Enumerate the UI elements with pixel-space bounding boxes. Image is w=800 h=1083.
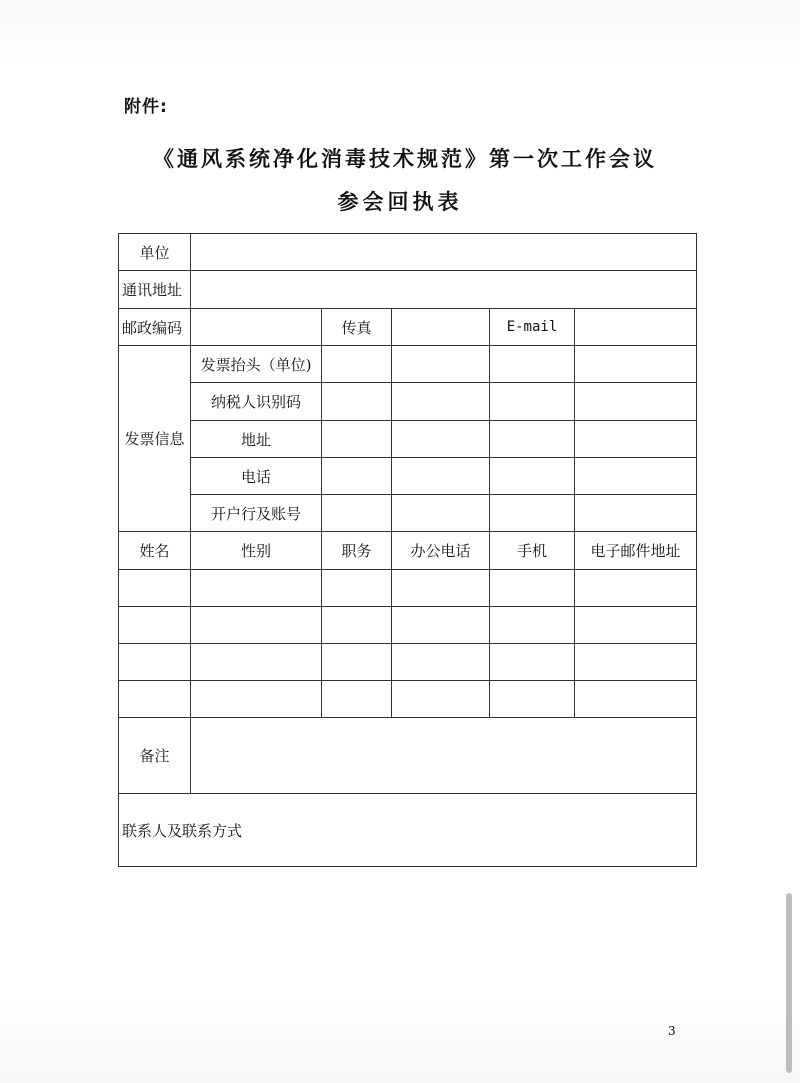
taxpayer-id-label: 纳税人识别码	[191, 383, 322, 421]
attendee-cell[interactable]	[191, 644, 322, 681]
attendee-cell[interactable]	[490, 681, 575, 718]
invoice-cell[interactable]	[322, 421, 392, 458]
bank-account-label: 开户行及账号	[191, 495, 322, 532]
invoice-cell[interactable]	[322, 458, 392, 495]
attendee-cell[interactable]	[322, 607, 392, 644]
attendee-cell[interactable]	[322, 644, 392, 681]
attendee-cell[interactable]	[392, 644, 490, 681]
invoice-cell[interactable]	[490, 421, 575, 458]
receipt-form-table	[118, 233, 697, 867]
postcode-label: 邮政编码	[119, 309, 191, 346]
page-number: 3	[668, 1024, 676, 1038]
invoice-row	[119, 495, 697, 532]
attendee-cell[interactable]	[490, 607, 575, 644]
attendee-cell[interactable]	[392, 607, 490, 644]
email-label: E-mail	[490, 309, 575, 346]
column-header-email: 电子邮件地址	[575, 532, 697, 570]
postcode-row	[119, 309, 697, 346]
invoice-address-label: 地址	[191, 421, 322, 458]
attendee-cell[interactable]	[191, 681, 322, 718]
invoice-cell[interactable]	[392, 495, 490, 532]
attendee-cell[interactable]	[119, 681, 191, 718]
invoice-cell[interactable]	[575, 458, 697, 495]
attendee-cell[interactable]	[119, 570, 191, 607]
attendee-row	[119, 607, 697, 644]
invoice-row	[119, 421, 697, 458]
attendee-cell[interactable]	[119, 644, 191, 681]
column-header-office-phone: 办公电话	[392, 532, 490, 570]
unit-label: 单位	[119, 234, 191, 271]
invoice-cell[interactable]	[392, 458, 490, 495]
invoice-cell[interactable]	[392, 383, 490, 421]
address-row	[119, 271, 697, 309]
attendee-cell[interactable]	[392, 570, 490, 607]
unit-field[interactable]	[191, 234, 697, 271]
attendee-cell[interactable]	[392, 681, 490, 718]
attendee-cell[interactable]	[575, 681, 697, 718]
invoice-cell[interactable]	[575, 383, 697, 421]
column-header-name: 姓名	[119, 532, 191, 570]
attachment-label: 附件:	[124, 97, 168, 117]
vertical-scrollbar-thumb[interactable]	[786, 893, 792, 1073]
invoice-title-label: 发票抬头（单位)	[191, 346, 322, 383]
attendee-cell[interactable]	[575, 570, 697, 607]
column-header-mobile: 手机	[490, 532, 575, 570]
invoice-cell[interactable]	[322, 346, 392, 383]
invoice-cell[interactable]	[322, 383, 392, 421]
column-header-position: 职务	[322, 532, 392, 570]
invoice-row	[119, 383, 697, 421]
attendee-row	[119, 570, 697, 607]
fax-field[interactable]	[392, 309, 490, 346]
remarks-field[interactable]	[191, 718, 697, 794]
invoice-cell[interactable]	[392, 421, 490, 458]
invoice-phone-label: 电话	[191, 458, 322, 495]
invoice-cell[interactable]	[392, 346, 490, 383]
attendee-row	[119, 681, 697, 718]
invoice-cell[interactable]	[490, 346, 575, 383]
address-label: 通讯地址	[119, 271, 191, 309]
invoice-cell[interactable]	[575, 346, 697, 383]
address-field[interactable]	[191, 271, 697, 309]
attendee-cell[interactable]	[322, 681, 392, 718]
attendee-cell[interactable]	[575, 607, 697, 644]
remarks-row	[119, 718, 697, 794]
invoice-cell[interactable]	[490, 458, 575, 495]
attendee-cell[interactable]	[191, 570, 322, 607]
contact-field[interactable]	[119, 794, 697, 867]
attendee-cell[interactable]	[490, 570, 575, 607]
unit-row	[119, 234, 697, 271]
email-field[interactable]	[575, 309, 697, 346]
contact-label: 联系人及联系方式	[122, 821, 243, 840]
attendee-row	[119, 644, 697, 681]
invoice-cell[interactable]	[490, 495, 575, 532]
invoice-cell[interactable]	[322, 495, 392, 532]
contact-row	[119, 794, 697, 867]
attendee-cell[interactable]	[191, 607, 322, 644]
invoice-section-label: 发票信息	[119, 346, 191, 532]
invoice-cell[interactable]	[575, 421, 697, 458]
page-subtitle: 参会回执表	[337, 190, 463, 214]
attendee-cell[interactable]	[575, 644, 697, 681]
remarks-label: 备注	[119, 718, 191, 794]
fax-label: 传真	[322, 309, 392, 346]
attendee-cell[interactable]	[119, 607, 191, 644]
column-header-gender: 性别	[191, 532, 322, 570]
postcode-field[interactable]	[191, 309, 322, 346]
attendee-header-row	[119, 532, 697, 570]
invoice-cell[interactable]	[490, 383, 575, 421]
invoice-cell[interactable]	[575, 495, 697, 532]
invoice-row	[119, 458, 697, 495]
attendee-cell[interactable]	[490, 644, 575, 681]
attendee-cell[interactable]	[322, 570, 392, 607]
page-title: 《通风系统净化消毒技术规范》第一次工作会议	[153, 147, 657, 171]
invoice-row	[119, 346, 697, 383]
